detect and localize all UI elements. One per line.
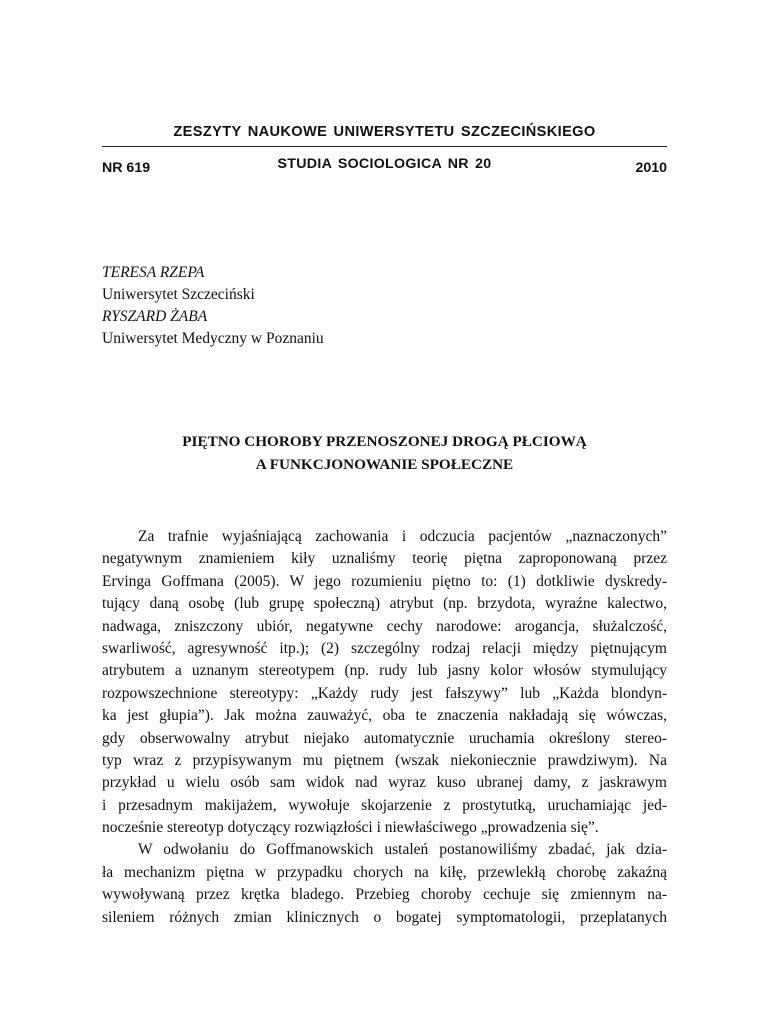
- paragraph-line: Ervinga Goffmana (2005). W jego rozumieniu piętno to: (1) dotkliwie dyskredy-: [102, 572, 667, 590]
- journal-title: ZESZYTY NAUKOWE UNIWERSYTETU SZCZECIŃSKIEGO: [173, 124, 596, 140]
- paragraph-line: Za trafnie wyjaśniającą zachowania i odczucia pacjentów „naznaczonych”: [138, 528, 667, 545]
- paragraph-line: ka jest głupia”). Jak można zauważyć, oba te znaczenia nakładają się wówczas,: [102, 707, 667, 725]
- article-title: [102, 430, 667, 476]
- author-name: RYSZARD ŻABA: [102, 308, 208, 325]
- paragraph-line: tujący daną osobę (lub grupę społeczną) atrybut (np. brzydota, wyraźne kalectwo,: [102, 595, 667, 613]
- paragraph-line: wywoływaną przez krętka bladego. Przebieg choroby cechuje się zmiennym na-: [102, 886, 667, 904]
- paragraph-line: ła mechanizm piętna w przypadku chorych na kiłę, przewlekłą chorobę zakaźną: [102, 863, 667, 881]
- issue-header: [102, 154, 667, 176]
- paragraph-line: nadwaga, zniszczony ubiór, negatywne cechy narodowe: arogancja, służalczość,: [102, 617, 667, 635]
- author-block: [102, 262, 324, 350]
- series-title: STUDIA SOCIOLOGICA NR 20: [277, 156, 492, 172]
- paragraph-line: i przesadnym makijażem, wywołuje skojarzenie z prostytutką, uruchamiając jed-: [102, 796, 667, 814]
- issue-number: NR 619: [102, 160, 151, 176]
- paragraph-line: swarliwość, agresywność itp.); (2) szczególny rodzaj relacji między piętnującym: [102, 639, 667, 657]
- author-affiliation: Uniwersytet Szczeciński: [102, 286, 255, 303]
- paragraph-line: negatywnym znamieniem kiły uznaliśmy teorię piętna zaproponowaną przez: [102, 550, 667, 568]
- article-title-line: A FUNKCJONOWANIE SPOŁECZNE: [255, 456, 514, 473]
- header-rule: [102, 146, 667, 147]
- author-name: TERESA RZEPA: [102, 264, 205, 281]
- author-affiliation: Uniwersytet Medyczny w Poznaniu: [102, 330, 324, 347]
- publication-year: 2010: [635, 160, 667, 176]
- paragraph-line: przykład u wielu osób sam widok nad wyraz kuso ubranej damy, z jaskrawym: [102, 774, 667, 792]
- paragraph-line: nocześnie stereotyp dotyczący rozwiązłości i niewłaściwego „prowadzenia się”.: [102, 819, 599, 837]
- paragraph-line: W odwołaniu do Goffmanowskich ustaleń postanowiliśmy zbadać, jak dzia-: [138, 841, 667, 859]
- paragraph-line: atrybutem a uznanym stereotypem (np. rudy lub jasny kolor włosów stymulujący: [102, 662, 667, 680]
- paragraph-line: rozpowszechnione stereotypy: „Każdy rudy jest fałszywy” lub „Każda blondyn-: [102, 684, 667, 702]
- article-title-line: PIĘTNO CHOROBY PRZENOSZONEJ DROGĄ PŁCIOWĄ: [182, 433, 587, 450]
- body-text: [102, 526, 667, 929]
- paragraph-line: typ wraz z przypisywanym mu piętnem (wszak niekoniecznie prawdziwym). Na: [102, 751, 667, 769]
- paragraph-line: gdy obserwowalny atrybut niejako automatycznie uruchamia określony stereo-: [102, 729, 667, 747]
- paragraph-line: sileniem różnych zmian klinicznych o bogatej symptomatologii, przeplatanych: [102, 908, 667, 926]
